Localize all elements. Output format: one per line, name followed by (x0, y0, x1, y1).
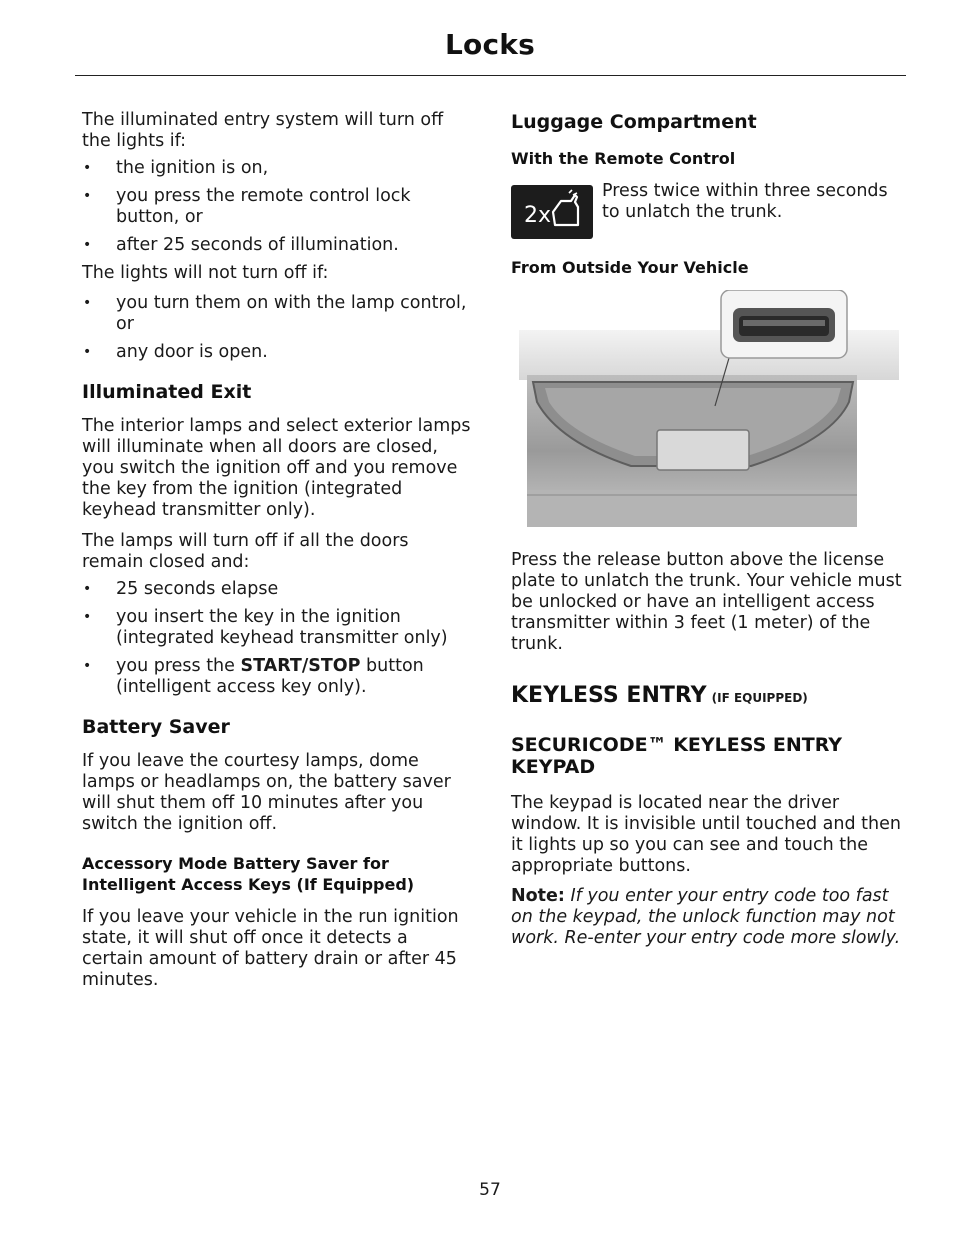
remote-control-heading: With the Remote Control (511, 149, 736, 168)
keyless-entry-heading (511, 683, 903, 709)
list-item-text-post: button (intelligent access key only). (116, 656, 424, 697)
list-item-text: 25 seconds elapse (116, 579, 279, 599)
list-item (82, 293, 474, 335)
list-item-text: after 25 seconds of illumination. (116, 235, 399, 255)
right-column (511, 110, 903, 949)
bullet-icon: • (83, 344, 92, 360)
note-text: If you enter your entry code too fast on the keypad, the unlock function may not work. Re-enter your entry code more slowly. (511, 886, 901, 948)
list-item-text: you press the remote control lock button, or (116, 186, 411, 227)
list-item (82, 579, 474, 600)
list-item-text: the ignition is on, (116, 158, 269, 178)
luggage-compartment-heading: Luggage Compartment (511, 111, 757, 133)
battery-saver-text: If you leave the courtesy lamps, dome lamps or headlamps on, the battery saver will shut them off 10 minutes after you switch the ignition off. (82, 751, 451, 834)
list-item (82, 656, 474, 698)
if-equipped-label: (IF EQUIPPED) (711, 691, 808, 705)
bullet-icon: • (83, 609, 92, 625)
remote-icon-label: 2x (524, 203, 552, 228)
lamps-off-text: The lamps will turn off if all the doors remain closed and: (82, 531, 409, 572)
list-item-text-pre: you press the (116, 656, 241, 676)
keypad-note (511, 886, 903, 949)
outside-vehicle-text: Press the release button above the license plate to unlatch the trunk. Your vehicle must be unlocked or have an intelligent access transmitter within 3 feet (1 meter) of the trunk. (511, 550, 902, 654)
remote-instruction-text: Press twice within three seconds to unlatch the trunk. (602, 181, 888, 222)
bullet-icon: • (83, 188, 92, 204)
left-column (82, 110, 474, 991)
intro-text: The illuminated entry system will turn off the lights if: (82, 110, 444, 151)
list-item-text: you turn them on with the lamp control, or (116, 293, 467, 334)
list-item (82, 158, 474, 179)
outside-vehicle-heading: From Outside Your Vehicle (511, 258, 749, 277)
list-item-text: you insert the key in the ignition (integrated keyhead transmitter only) (116, 607, 448, 648)
illuminated-exit-heading: Illuminated Exit (82, 381, 252, 403)
remote-instruction (511, 181, 903, 243)
list-item (82, 186, 474, 228)
bullet-icon: • (83, 160, 92, 176)
trunk-release-illustration (511, 290, 903, 540)
list-item (82, 342, 474, 363)
intro-bullet-list (82, 158, 474, 256)
not-off-bullet-list (82, 293, 474, 363)
list-item (82, 235, 474, 256)
page-title: Locks (445, 28, 535, 61)
page-number: 57 (479, 1180, 501, 1200)
accessory-mode-heading: Accessory Mode Battery Saver for Intelligent Access Keys (If Equipped) (82, 854, 415, 894)
title-divider (75, 75, 906, 76)
trunk-release-icon (511, 185, 593, 239)
keypad-text: The keypad is located near the driver window. It is invisible until touched and then it lights up so you can see and touch the appropriate buttons. (511, 793, 901, 876)
lamps-off-bullet-list (82, 579, 474, 698)
not-off-text: The lights will not turn off if: (82, 263, 329, 283)
start-stop-label: START/STOP (240, 656, 361, 676)
bullet-icon: • (83, 658, 92, 674)
bullet-icon: • (83, 295, 92, 311)
securicode-heading: SECURICODE™ KEYLESS ENTRY KEYPAD (511, 734, 843, 778)
list-item-text: any door is open. (116, 342, 268, 362)
illuminated-exit-text: The interior lamps and select exterior lamps will illuminate when all doors are closed, you switch the ignition off and you remove the key from the ignition (integrated keyhead transmitter only). (82, 416, 471, 520)
accessory-mode-text: If you leave your vehicle in the run ignition state, it will shut off once it detects a certain amount of battery drain or after 45 minutes. (82, 907, 459, 990)
list-item (82, 607, 474, 649)
bullet-icon: • (83, 237, 92, 253)
bullet-icon: • (83, 581, 92, 597)
battery-saver-heading: Battery Saver (82, 716, 230, 738)
note-label: Note: (511, 886, 565, 906)
keyless-entry-title: KEYLESS ENTRY (511, 683, 707, 708)
